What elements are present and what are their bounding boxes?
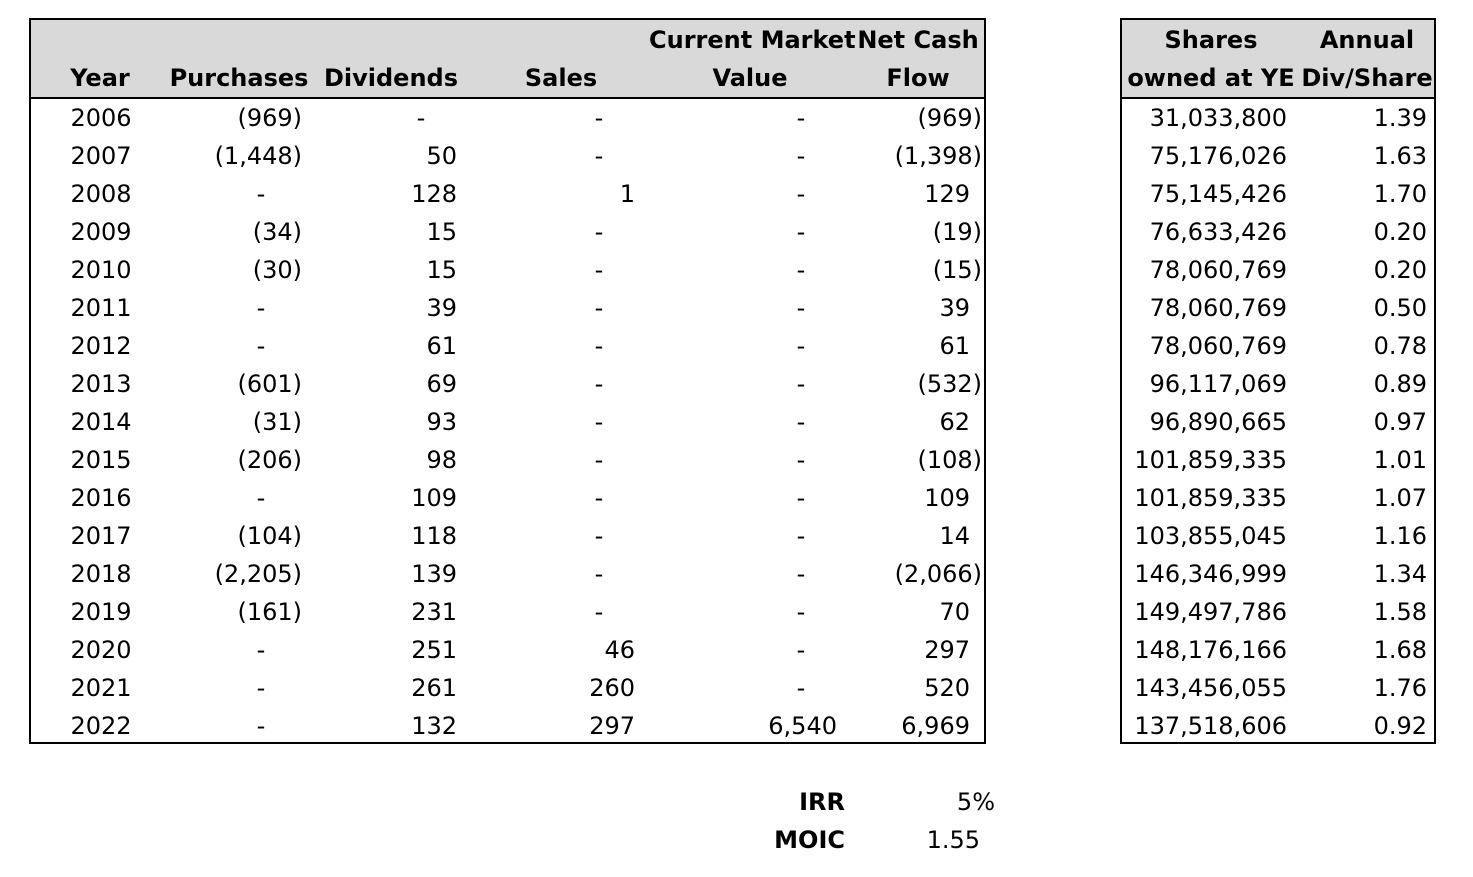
header-year: Year xyxy=(70,64,130,92)
table-row xyxy=(31,175,984,213)
cell-net-cash-flow: (108) xyxy=(917,446,982,474)
cell-purchases: - xyxy=(256,712,266,740)
cell-dividends: 15 xyxy=(426,218,457,246)
cell-div-per-share: 0.50 xyxy=(1373,294,1427,322)
cell-div-per-share: 0.20 xyxy=(1373,256,1427,284)
cell-purchases: (104) xyxy=(237,522,302,550)
moic-label: MOIC xyxy=(774,826,845,854)
table-body xyxy=(31,99,984,745)
table-row xyxy=(1122,213,1434,251)
cell-sales: - xyxy=(594,408,604,436)
header-net-cash-flow: Net Cash Flow xyxy=(857,26,979,92)
table-row xyxy=(1122,175,1434,213)
cell-sales: - xyxy=(594,256,604,284)
header-shares-owned: Shares owned at YE xyxy=(1127,26,1295,92)
cell-purchases: (2,205) xyxy=(214,560,302,588)
cell-year: 2021 xyxy=(70,674,132,702)
cell-shares-owned: 78,060,769 xyxy=(1149,294,1287,322)
cell-shares-owned: 75,145,426 xyxy=(1149,180,1287,208)
cell-shares-owned: 75,176,026 xyxy=(1149,142,1287,170)
cell-shares-owned: 78,060,769 xyxy=(1149,256,1287,284)
cell-div-per-share: 1.16 xyxy=(1373,522,1427,550)
cell-dividends: 109 xyxy=(411,484,457,512)
cell-net-cash-flow: 6,969 xyxy=(901,712,970,740)
cell-shares-owned: 78,060,769 xyxy=(1149,332,1287,360)
cell-purchases: - xyxy=(256,180,266,208)
table-row xyxy=(1122,365,1434,403)
table-row xyxy=(1122,137,1434,175)
cell-sales: - xyxy=(594,522,604,550)
table-row xyxy=(1122,707,1434,745)
cell-net-cash-flow: 520 xyxy=(924,674,970,702)
cell-div-per-share: 1.07 xyxy=(1373,484,1427,512)
cell-year: 2013 xyxy=(70,370,132,398)
cell-market-value: - xyxy=(796,142,806,170)
header-market-value: Current Market Value xyxy=(649,26,856,92)
cell-sales: 46 xyxy=(604,636,635,664)
cell-shares-owned: 76,633,426 xyxy=(1149,218,1287,246)
cell-net-cash-flow: (15) xyxy=(932,256,982,284)
cell-market-value: - xyxy=(796,332,806,360)
cell-net-cash-flow: 109 xyxy=(924,484,970,512)
header-div-per-share: Annual Div/Share xyxy=(1301,26,1433,92)
cell-dividends: 132 xyxy=(411,712,457,740)
cell-market-value: - xyxy=(796,674,806,702)
cell-dividends: 69 xyxy=(426,370,457,398)
table-row xyxy=(1122,441,1434,479)
cell-market-value: - xyxy=(796,598,806,626)
cell-div-per-share: 0.92 xyxy=(1373,712,1427,740)
table-row xyxy=(31,517,984,555)
cell-sales: - xyxy=(594,104,604,132)
cell-year: 2010 xyxy=(70,256,132,284)
cell-div-per-share: 0.97 xyxy=(1373,408,1427,436)
table-row xyxy=(1122,479,1434,517)
cell-purchases: - xyxy=(256,484,266,512)
table-row xyxy=(31,137,984,175)
moic-value: 1.55 xyxy=(926,826,980,854)
table-row xyxy=(31,669,984,707)
cell-purchases: (31) xyxy=(252,408,302,436)
cell-dividends: 93 xyxy=(426,408,457,436)
cell-dividends: 128 xyxy=(411,180,457,208)
cell-net-cash-flow: 297 xyxy=(924,636,970,664)
table-header xyxy=(31,20,984,99)
table-row xyxy=(1122,631,1434,669)
cell-market-value: - xyxy=(796,180,806,208)
cell-sales: - xyxy=(594,560,604,588)
cell-div-per-share: 1.34 xyxy=(1373,560,1427,588)
cell-shares-owned: 101,859,335 xyxy=(1134,446,1287,474)
table-header xyxy=(1122,20,1434,99)
cell-dividends: 50 xyxy=(426,142,457,170)
cell-year: 2009 xyxy=(70,218,132,246)
table-row xyxy=(31,631,984,669)
cell-sales: 260 xyxy=(589,674,635,702)
cell-dividends: 118 xyxy=(411,522,457,550)
cell-shares-owned: 146,346,999 xyxy=(1134,560,1287,588)
table-row xyxy=(31,403,984,441)
cell-net-cash-flow: (1,398) xyxy=(894,142,982,170)
cell-div-per-share: 0.89 xyxy=(1373,370,1427,398)
cell-dividends: 61 xyxy=(426,332,457,360)
cell-div-per-share: 1.70 xyxy=(1373,180,1427,208)
table-body xyxy=(1122,99,1434,745)
cell-net-cash-flow: (969) xyxy=(917,104,982,132)
table-row xyxy=(31,251,984,289)
cell-purchases: - xyxy=(256,674,266,702)
cell-market-value: - xyxy=(796,370,806,398)
cell-shares-owned: 149,497,786 xyxy=(1134,598,1287,626)
cell-market-value: - xyxy=(796,446,806,474)
cell-purchases: (601) xyxy=(237,370,302,398)
cell-sales: - xyxy=(594,332,604,360)
table-row xyxy=(1122,555,1434,593)
cell-shares-owned: 101,859,335 xyxy=(1134,484,1287,512)
cell-dividends: 231 xyxy=(411,598,457,626)
cell-shares-owned: 96,117,069 xyxy=(1149,370,1287,398)
cell-purchases: (1,448) xyxy=(214,142,302,170)
cell-dividends: 139 xyxy=(411,560,457,588)
cell-shares-owned: 31,033,800 xyxy=(1149,104,1287,132)
table-row xyxy=(31,707,984,745)
cell-market-value: - xyxy=(796,294,806,322)
cell-market-value: - xyxy=(796,522,806,550)
cell-dividends: 39 xyxy=(426,294,457,322)
cell-purchases: - xyxy=(256,636,266,664)
cell-shares-owned: 148,176,166 xyxy=(1134,636,1287,664)
cell-dividends: 251 xyxy=(411,636,457,664)
cash-flow-table xyxy=(29,18,986,744)
cell-div-per-share: 1.01 xyxy=(1373,446,1427,474)
cell-sales: - xyxy=(594,142,604,170)
cell-year: 2017 xyxy=(70,522,132,550)
cell-year: 2016 xyxy=(70,484,132,512)
cell-div-per-share: 0.20 xyxy=(1373,218,1427,246)
cell-year: 2012 xyxy=(70,332,132,360)
cell-market-value: - xyxy=(796,104,806,132)
cell-net-cash-flow: 70 xyxy=(939,598,970,626)
cell-purchases: - xyxy=(256,332,266,360)
cell-net-cash-flow: 39 xyxy=(939,294,970,322)
cell-purchases: - xyxy=(256,294,266,322)
header-dividends: Dividends xyxy=(323,64,459,92)
table-row xyxy=(1122,251,1434,289)
irr-value: 5% xyxy=(956,788,995,816)
cell-sales: 1 xyxy=(619,180,635,208)
cell-div-per-share: 1.39 xyxy=(1373,104,1427,132)
cell-purchases: (34) xyxy=(252,218,302,246)
irr-label: IRR xyxy=(799,788,845,816)
cell-net-cash-flow: 61 xyxy=(939,332,970,360)
cell-dividends: 261 xyxy=(411,674,457,702)
cell-sales: - xyxy=(594,484,604,512)
cell-year: 2018 xyxy=(70,560,132,588)
cell-market-value: 6,540 xyxy=(768,712,837,740)
cell-div-per-share: 0.78 xyxy=(1373,332,1427,360)
cell-div-per-share: 1.58 xyxy=(1373,598,1427,626)
table-row xyxy=(1122,669,1434,707)
shares-table xyxy=(1120,18,1436,744)
cell-div-per-share: 1.68 xyxy=(1373,636,1427,664)
table-row xyxy=(31,327,984,365)
cell-dividends: 15 xyxy=(426,256,457,284)
cell-year: 2019 xyxy=(70,598,132,626)
cell-sales: 297 xyxy=(589,712,635,740)
cell-market-value: - xyxy=(796,560,806,588)
cell-sales: - xyxy=(594,598,604,626)
cell-purchases: (969) xyxy=(237,104,302,132)
cell-sales: - xyxy=(594,294,604,322)
table-row xyxy=(1122,593,1434,631)
cell-year: 2020 xyxy=(70,636,132,664)
cell-net-cash-flow: 62 xyxy=(939,408,970,436)
cell-market-value: - xyxy=(796,484,806,512)
cell-year: 2022 xyxy=(70,712,132,740)
cell-year: 2014 xyxy=(70,408,132,436)
cell-div-per-share: 1.63 xyxy=(1373,142,1427,170)
cell-net-cash-flow: (19) xyxy=(932,218,982,246)
return-summary xyxy=(700,783,1000,863)
cell-purchases: (206) xyxy=(237,446,302,474)
irr-row xyxy=(700,783,1000,821)
table-row xyxy=(1122,99,1434,137)
table-row xyxy=(1122,289,1434,327)
header-sales: Sales xyxy=(524,64,598,92)
cell-net-cash-flow: 14 xyxy=(939,522,970,550)
cell-year: 2006 xyxy=(70,104,132,132)
cell-market-value: - xyxy=(796,218,806,246)
table-row xyxy=(31,99,984,137)
cell-shares-owned: 143,456,055 xyxy=(1134,674,1287,702)
cell-net-cash-flow: (2,066) xyxy=(894,560,982,588)
table-row xyxy=(1122,517,1434,555)
cell-shares-owned: 103,855,045 xyxy=(1134,522,1287,550)
cell-dividends: - xyxy=(416,104,426,132)
cell-year: 2008 xyxy=(70,180,132,208)
cell-net-cash-flow: 129 xyxy=(924,180,970,208)
cell-sales: - xyxy=(594,370,604,398)
table-row xyxy=(31,365,984,403)
table-row xyxy=(1122,403,1434,441)
cell-dividends: 98 xyxy=(426,446,457,474)
cell-div-per-share: 1.76 xyxy=(1373,674,1427,702)
cell-net-cash-flow: (532) xyxy=(917,370,982,398)
moic-row xyxy=(700,821,1000,859)
cell-sales: - xyxy=(594,446,604,474)
cell-market-value: - xyxy=(796,636,806,664)
cell-shares-owned: 137,518,606 xyxy=(1134,712,1287,740)
cell-shares-owned: 96,890,665 xyxy=(1149,408,1287,436)
cell-year: 2007 xyxy=(70,142,132,170)
table-row xyxy=(31,555,984,593)
cell-year: 2011 xyxy=(70,294,132,322)
cell-market-value: - xyxy=(796,256,806,284)
cell-purchases: (30) xyxy=(252,256,302,284)
header-purchases: Purchases xyxy=(169,64,309,92)
table-row xyxy=(31,593,984,631)
table-row xyxy=(31,213,984,251)
cell-purchases: (161) xyxy=(237,598,302,626)
cell-sales: - xyxy=(594,218,604,246)
table-row xyxy=(1122,327,1434,365)
table-row xyxy=(31,479,984,517)
cell-year: 2015 xyxy=(70,446,132,474)
table-row xyxy=(31,441,984,479)
table-row xyxy=(31,289,984,327)
cell-market-value: - xyxy=(796,408,806,436)
